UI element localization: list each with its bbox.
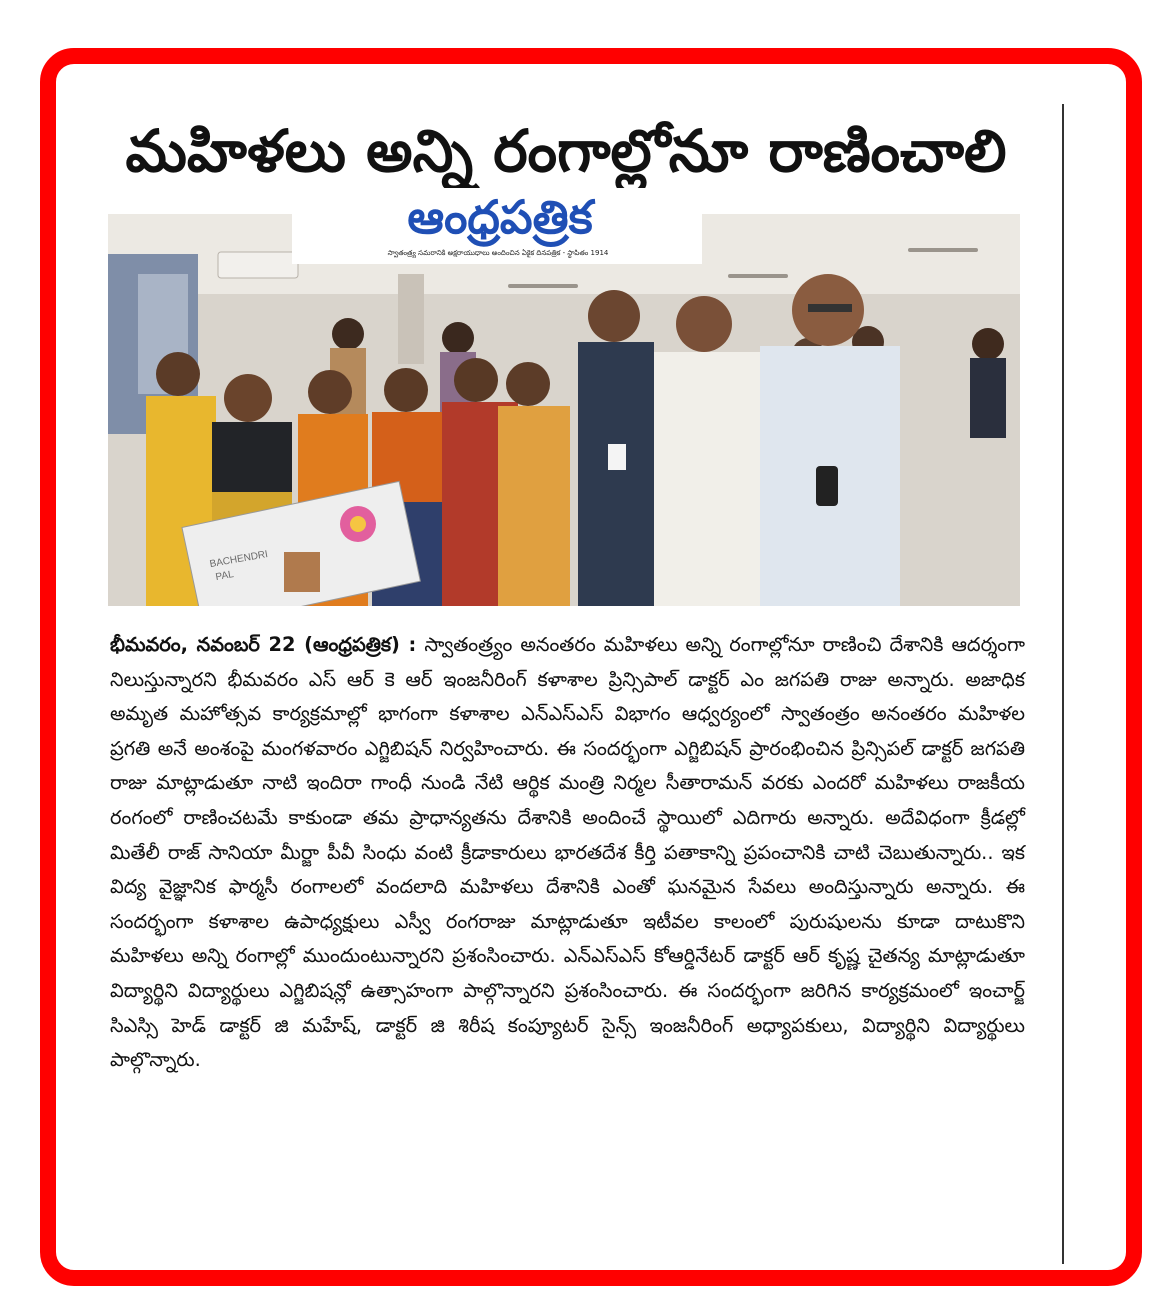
board-text-line-2: PAL [214,569,235,584]
column-divider-rule [1062,104,1064,1264]
article-headline: మహిళలు అన్ని రంగాల్లోనూ రాణించాలి [125,117,1007,185]
article-dateline: భీమవరం, నవంబర్ 22 (ఆంధ్రపత్రిక) : [110,633,417,656]
news-photo [108,214,1020,606]
board-text-line-1: BACHENDRI [208,549,269,571]
masthead-tagline: స్వాతంత్ర్య సమరానికి అక్షరాయుధాలు అందించిన ఏకైక దినపత్రిక - స్థాపితం 1914 [387,249,609,257]
masthead-title: ఆంధ్రపత్రిక [407,190,593,244]
group-photo-illustration [108,214,1020,606]
article-text: స్వాతంత్ర్యం అనంతరం మహిళలు అన్ని రంగాల్లోనూ రాణించి దేశానికి ఆదర్శంగా నిలుస్తున్నారని భీమవరం ఎస్ ఆర్ కె ఆర్ ఇంజనీరింగ్ కళాశాల ప్రిన్సిపాల్ డాక్టర్ ఎం జగపతి రాజు అన్నారు. అజాధిక అమృత మహోత్సవ కార్యక్రమాల్లో భాగంగా కళాశాల ఎన్ఎస్ఎస్ విభాగం ఆధ్వర్యంలో స్వాతంత్రం అనంతరం మహిళల ప్రగతి అనే అంశంపై మంగళవారం ఎగ్జిబిషన్ నిర్వహించారు. ఈ సందర్భంగా ఎగ్జిబిషన్ ప్రారంభించిన ప్రిన్సిపల్ డాక్టర్ జగపతి రాజు మాట్లాడుతూ నాటి ఇందిరా గాంధీ నుండి నేటి ఆర్థిక మంత్రి నిర్మల సీతారామన్ వరకు ఎందరో మహిళలు రాజకీయ రంగంలో రాణించటమే కాకుండా తమ ప్రాధాన్యతను దేశానికి అందించే స్థాయిలో ఎదిగారు అన్నారు. అదేవిధంగా క్రీడల్లో మితేలీ రాజ్ సానియా మీర్జా పీవీ సింధు వంటి క్రీడాకారులు భారతదేశ కీర్తి పతాకాన్ని ప్రపంచానికి చాటి చెబుతున్నారు.. ఇక విద్య వైజ్ఞానిక ఫార్మసీ రంగాలలో వందలాది మహిళలు దేశానికి ఎంతో ఘనమైన సేవలు అందిస్తున్నారు అన్నారు. ఈ సందర్భంగా కళాశాల ఉపాధ్యక్షులు ఎస్వీ రంగరాజు మాట్లాడుతూ ఇటీవల కాలంలో పురుషులను కూడా దాటుకొని మహిళలు అన్ని రంగాల్లో ముందుంటున్నారని ప్రశంసించారు. ఎన్ఎస్ఎస్ కోఆర్డినేటర్ డాక్టర్ ఆర్ కృష్ణ చైతన్య మాట్లాడుతూ విద్యార్థిని విద్యార్థులు ఎగ్జిబిషన్లో ఉత్సాహంగా పాల్గొన్నారని ప్రశంసించారు. ఈ సందర్భంగా జరిగిన కార్యక్రమంలో ఇంచార్జ్ సిఎస్సి హెడ్ డాక్టర్ జి మహేష్, డాక్టర్ జి శిరీష కంప్యూటర్ సైన్స్ ఇంజనీరింగ్ అధ్యాపకులు, విద్యార్థిని విద్యార్థులు పాల్గొన్నారు. [110,633,1025,1072]
article-body [110,628,1025,1078]
masthead-logo [292,188,702,264]
